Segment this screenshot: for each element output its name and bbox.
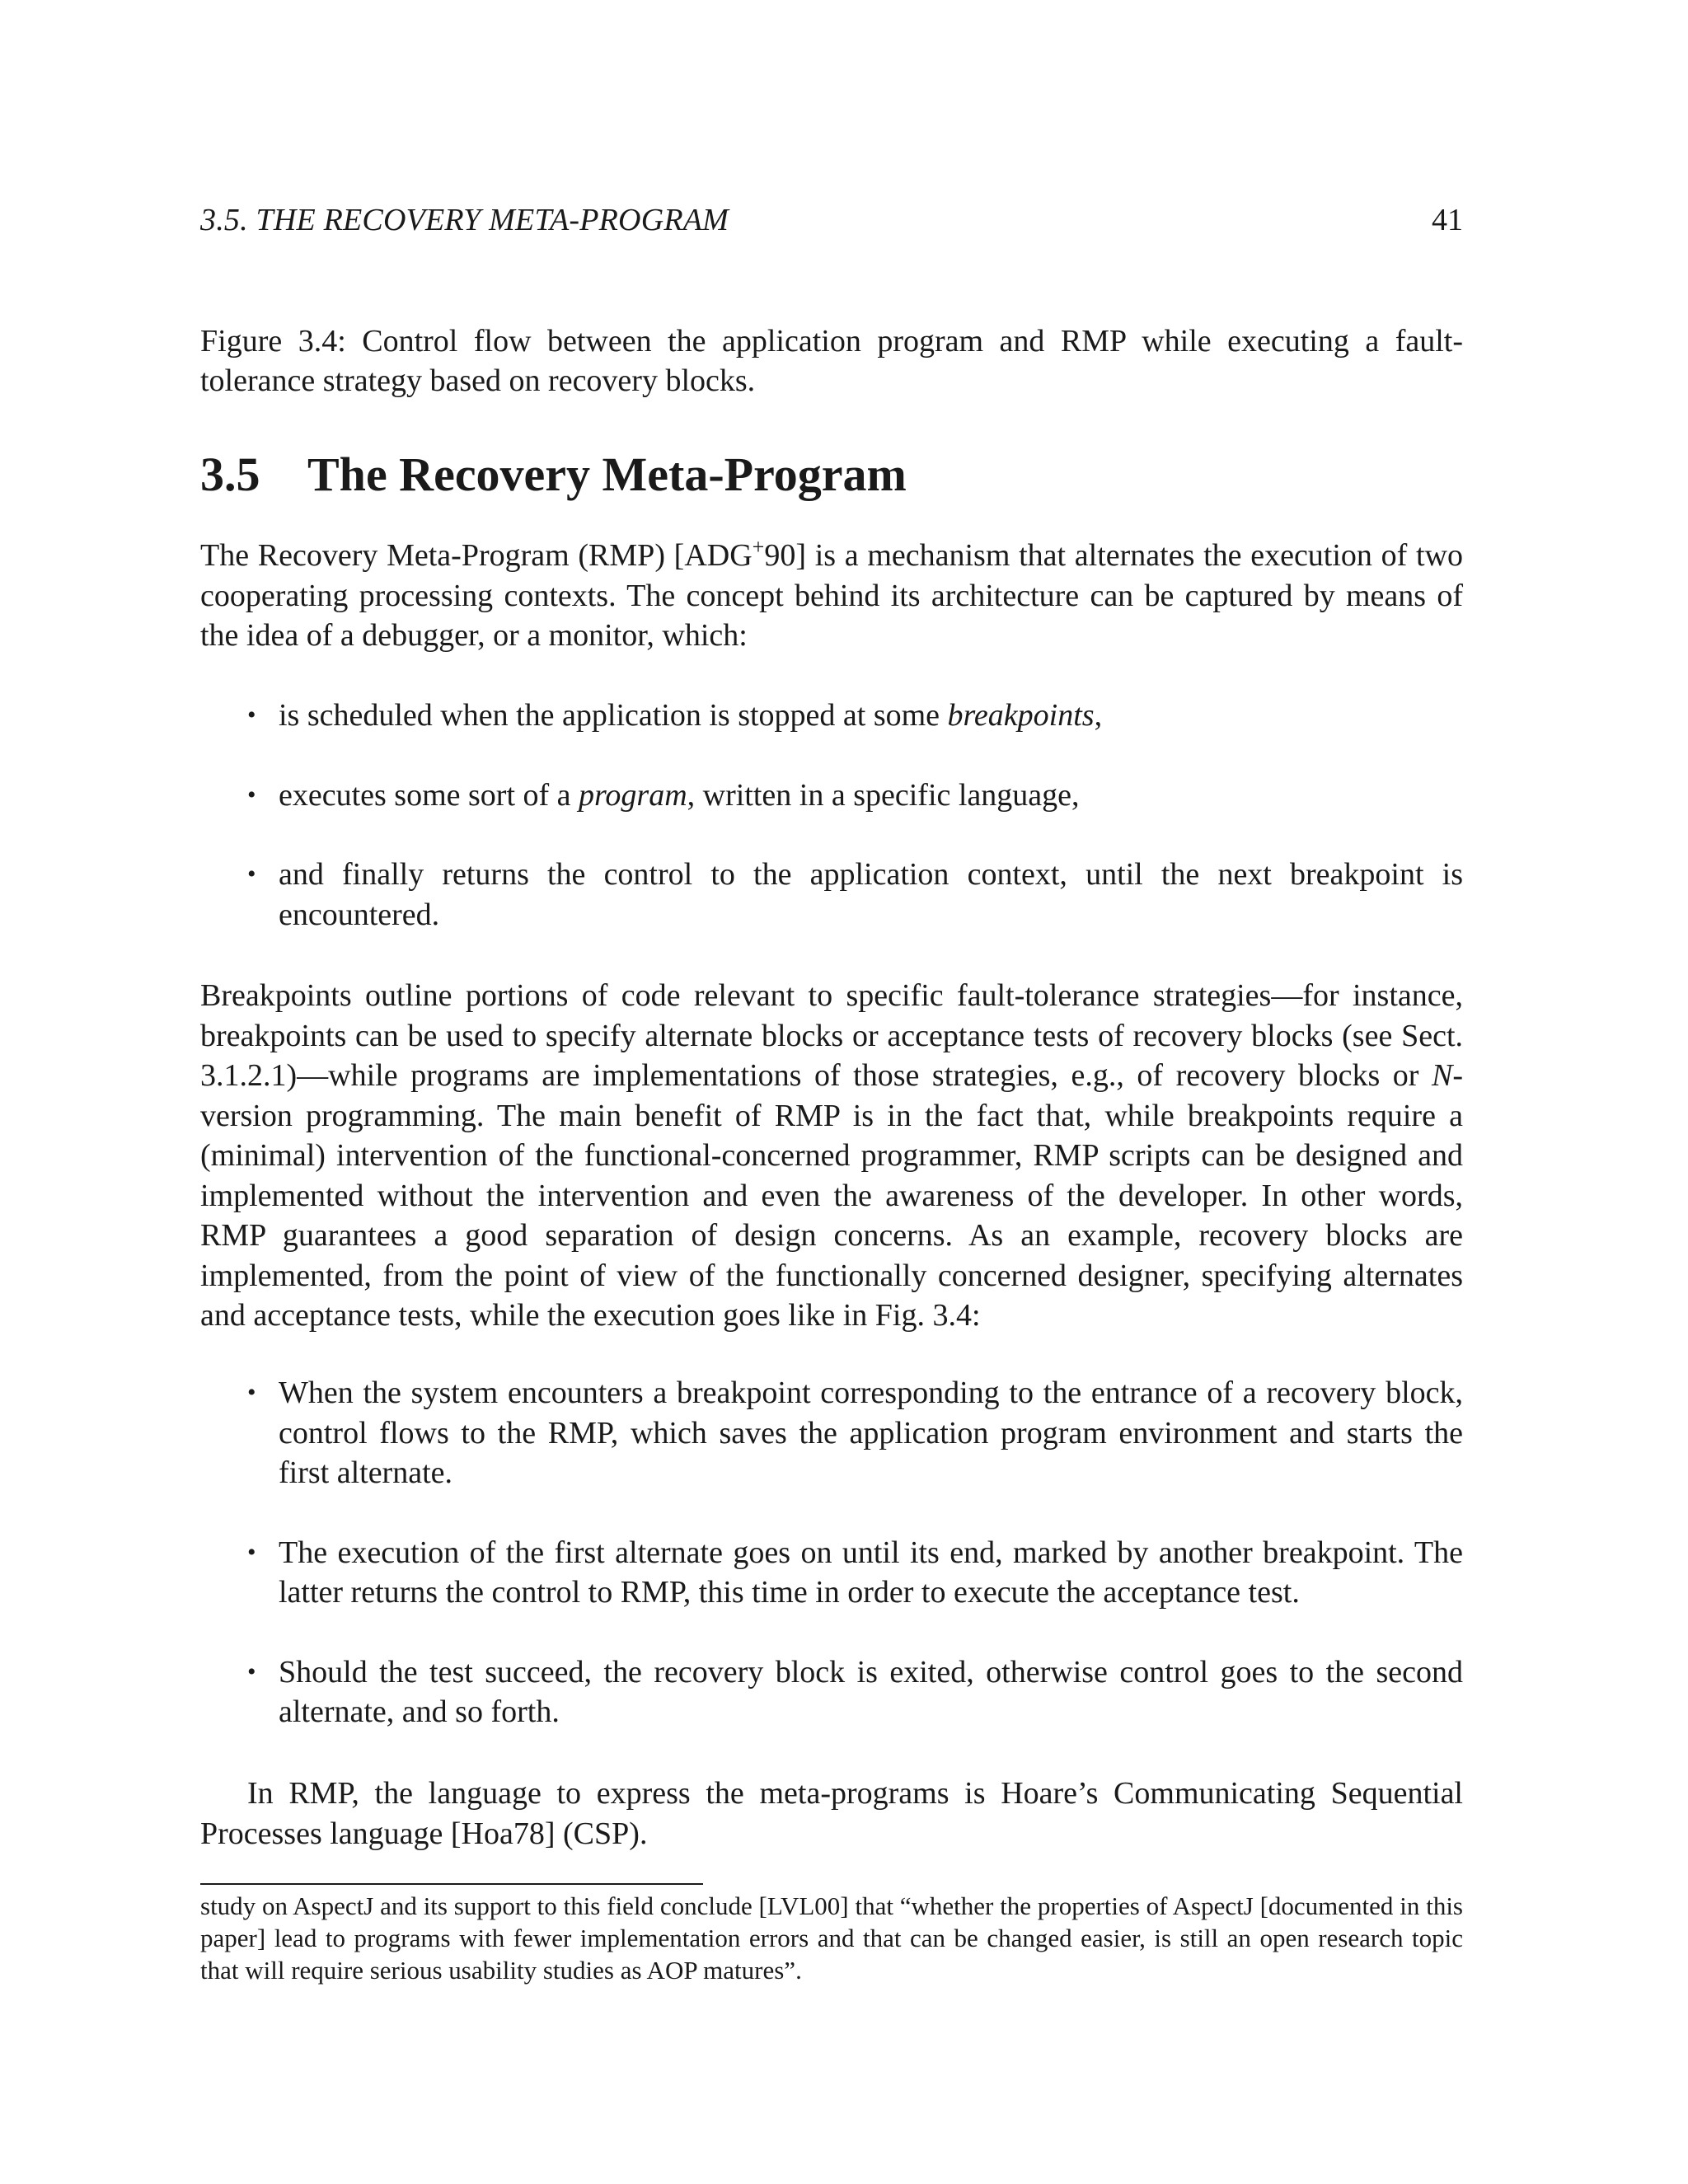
list-item: • When the system encounters a breakpoint corresponding to the entrance of a recovery block, control flows to the RMP, which saves the application program environment and starts the first alternate.: [200, 1373, 1463, 1493]
intro-paragraph: [200, 536, 1463, 656]
list-item: • is scheduled when the application is stopped at some breakpoints,: [200, 696, 1463, 736]
section-heading: [200, 445, 1463, 504]
breakpoints-paragraph: Breakpoints outline portions of code relevant to specific fault-tolerance strategies—for instance, breakpoints can be used to specify alternate blocks or acceptance tests of recovery blocks (see Sect. 3.1.2.1)—while programs are implementations of those strategies, e.g., of recovery blocks or N-version programming. The main benefit of RMP is in the fact that, while breakpoints require a (minimal) intervention of the functional-concerned programmer, RMP scripts can be designed and implemented without the intervention and even the awareness of the developer. In other words, RMP guarantees a good separation of design concerns. As an example, recovery blocks are implemented, from the point of view of the functionally concerned designer, specifying alternates and acceptance tests, while the execution goes like in Fig. 3.4:: [200, 978, 1463, 1333]
list-item: • Should the test succeed, the recovery block is exited, otherwise control goes to the second alternate, and so forth.: [200, 1652, 1463, 1732]
list-item: • The execution of the first alternate goes on until its end, marked by another breakpoint. The latter returns the control to RMP, this time in order to execute the acceptance test.: [200, 1533, 1463, 1613]
document-page: [200, 0, 1463, 2184]
running-head-title: 3.5. THE RECOVERY META-PROGRAM: [200, 203, 729, 237]
csp-paragraph: In RMP, the language to express the meta-programs is Hoare’s Communicating Sequential Processes language [Hoa78] (CSP).: [200, 1776, 1463, 1851]
page-number: 41: [1432, 203, 1463, 237]
monitor-bullet-list: [200, 696, 1463, 935]
recovery-bullet-list: [200, 1373, 1463, 1732]
bullet-icon: •: [247, 1379, 256, 1406]
emphasis: program: [579, 777, 687, 813]
footnote-rule: [200, 1883, 703, 1885]
bullet-icon: •: [247, 1657, 256, 1685]
bullet-icon: •: [247, 780, 256, 808]
section-number: 3.5: [200, 448, 260, 501]
intro-text-a: The Recovery Meta-Program (RMP) [ADG: [200, 538, 753, 573]
figure-caption: Figure 3.4: Control flow between the application program and RMP while executing a fault-tolerance strategy based on recovery blocks.: [200, 324, 1463, 398]
intro-superscript: +: [752, 535, 765, 559]
bullet-icon: •: [247, 1538, 256, 1566]
footnote: study on AspectJ and its support to this field conclude [LVL00] that “whether the properties of AspectJ [documented in this paper] lead to programs with fewer implementation errors and that can be changed easier, is still an open research topic that will require serious usability studies as AOP matures”.: [200, 1891, 1463, 1985]
list-item: • and finally returns the control to the application context, until the next breakpoint is encountered.: [200, 855, 1463, 935]
intro-text-b: 90] is a mechanism that alternates the execution of two cooperating processing contexts. The concept behind its architecture can be captured by means of the idea of a debugger, or a monitor, which:: [200, 538, 1463, 653]
bullet-icon: •: [247, 701, 256, 729]
running-head: [200, 200, 1463, 240]
section-title: The Recovery Meta-Program: [307, 448, 907, 501]
emphasis: breakpoints: [947, 698, 1095, 733]
bullet-icon: •: [247, 860, 256, 888]
math-variable: N: [1431, 1058, 1453, 1093]
list-item: • executes some sort of a program, written in a specific language,: [200, 776, 1463, 816]
